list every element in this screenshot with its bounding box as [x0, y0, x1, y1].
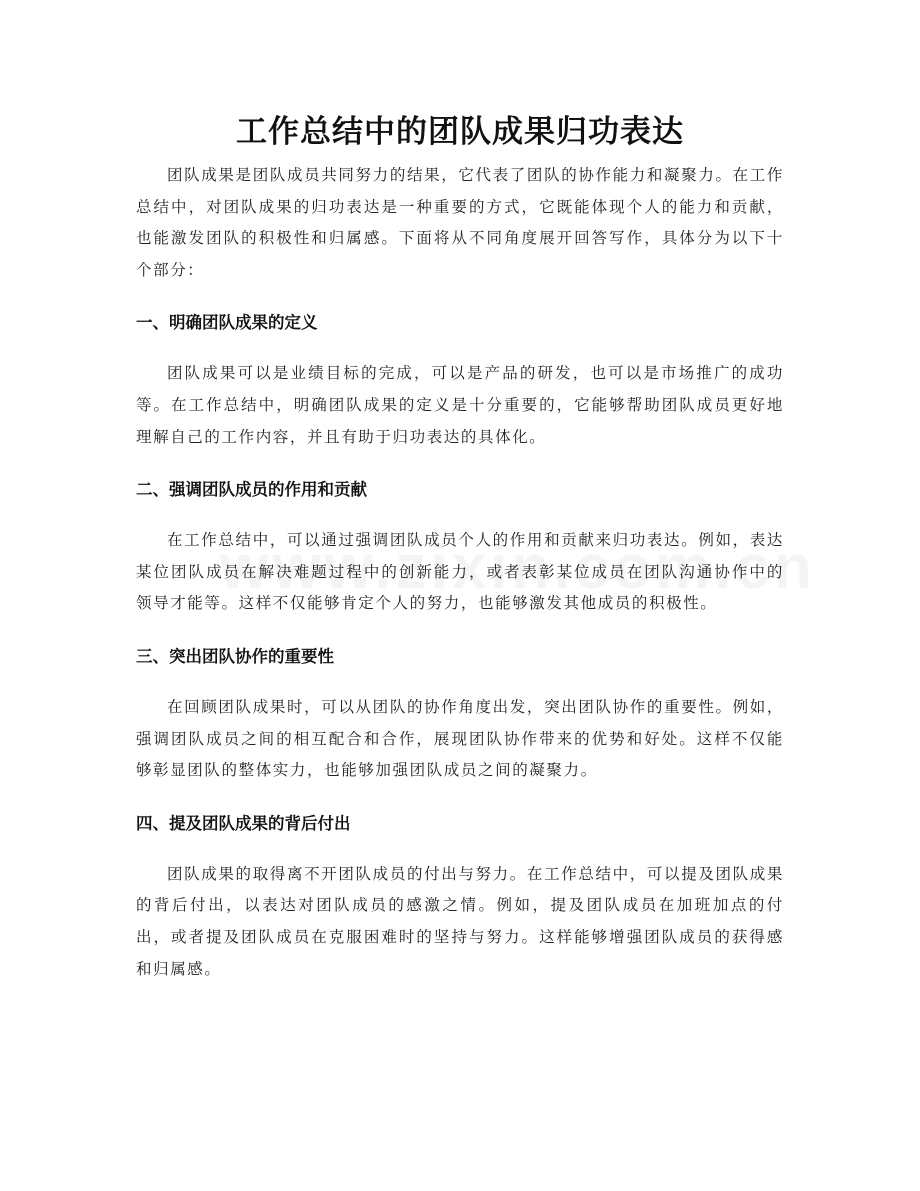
section-4	[136, 808, 784, 985]
section-heading: 四、提及团队成果的背后付出	[136, 813, 351, 833]
section-2	[136, 474, 784, 620]
section-body: 团队成果的取得离不开团队成员的付出与努力。在工作总结中，可以提及团队成果的背后付出，以表达对团队成员的感激之情。例如，提及团队成员在加班加点的付出，或者提及团队成员在克服困难时的坚持与努力。这样能够增强团队成员的获得感和归属感。	[136, 864, 784, 978]
document-title: 工作总结中的团队成果归功表达	[236, 114, 684, 150]
section-1	[136, 307, 784, 453]
section-body: 在回顾团队成果时，可以从团队的协作角度出发，突出团队协作的重要性。例如，强调团队成员之间的相互配合和合作，展现团队协作带来的优势和好处。这样不仅能够彰显团队的整体实力，也能够加强团队成员之间的凝聚力。	[136, 697, 784, 780]
section-heading: 一、明确团队成果的定义	[136, 313, 318, 333]
section-body: 团队成果可以是业绩目标的完成，可以是产品的研发，也可以是市场推广的成功等。在工作总结中，明确团队成果的定义是十分重要的，它能够帮助团队成员更好地理解自己的工作内容，并且有助于归功表达的具体化。	[136, 364, 784, 446]
section-3	[136, 641, 784, 787]
section-heading: 三、突出团队协作的重要性	[136, 646, 334, 666]
intro-paragraph: 团队成果是团队成员共同努力的结果，它代表了团队的协作能力和凝聚力。在工作总结中，对团队成果的归功表达是一种重要的方式，它既能体现个人的能力和贡献，也能激发团队的积极性和归属感。下面将从不同角度展开回答写作，具体分为以下十个部分：	[136, 166, 784, 279]
section-body: 在工作总结中，可以通过强调团队成员个人的作用和贡献来归功表达。例如，表达某位团队成员在解决难题过程中的创新能力，或者表彰某位成员在团队沟通协作中的领导才能等。这样不仅能够肯定个人的努力，也能够激发其他成员的积极性。	[136, 531, 784, 613]
section-heading: 二、强调团队成员的作用和贡献	[136, 480, 367, 500]
